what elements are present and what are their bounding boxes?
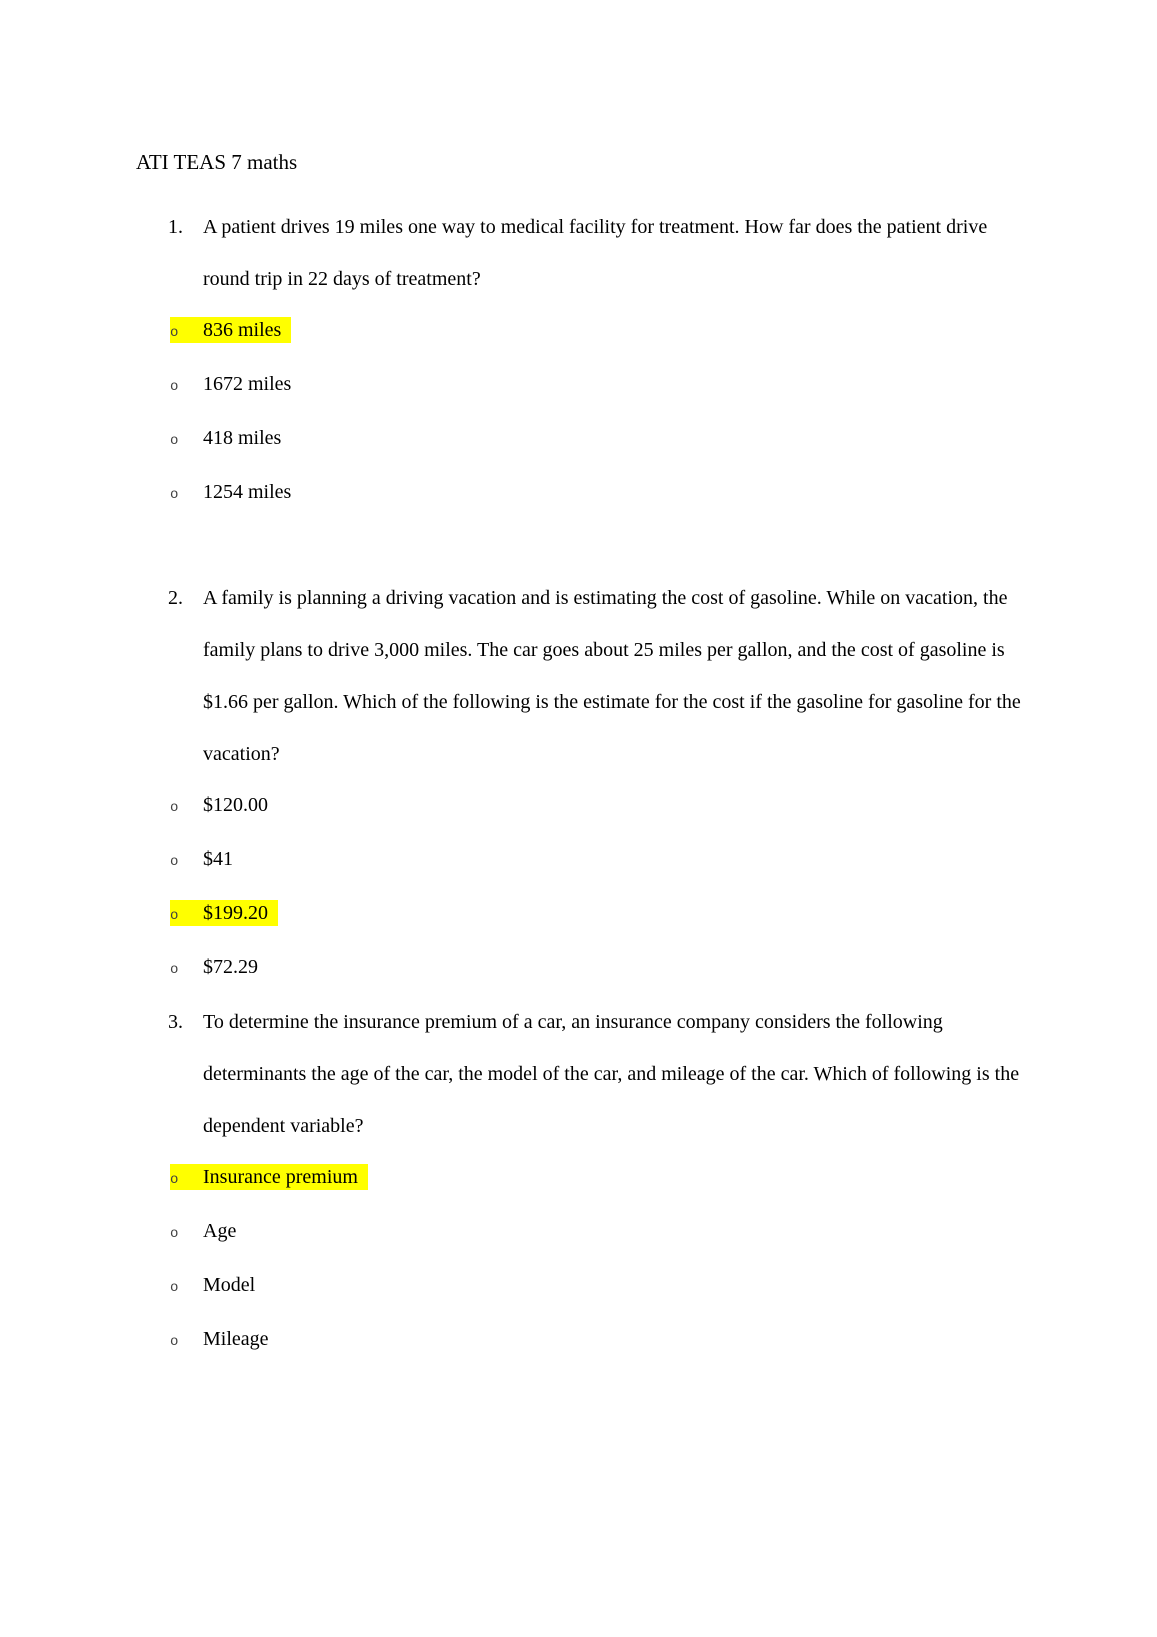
option-label: 836 miles [203,319,282,341]
option-label: 418 miles [203,427,282,449]
answer-option-content [170,1326,279,1352]
option-label: Insurance premium [203,1166,358,1188]
question-text: To determine the insurance premium of a car, an insurance company considers the following determinants the age of the car, the model of the car, and mileage of the car. Which of following is the dependent variable? [203,1011,1020,1137]
answer-option-content [170,792,278,818]
answer-option-content [170,1164,368,1190]
option-bullet-icon: o [170,908,179,924]
question-number: 3. [168,1011,183,1033]
question-3-options [136,1152,1039,1368]
answer-option [136,359,1039,413]
option-bullet-icon: o [170,433,179,449]
question-2 [136,572,1039,780]
option-bullet-icon: o [170,325,179,341]
option-bullet-icon: o [170,1172,179,1188]
option-bullet-icon: o [170,1226,179,1242]
document-title: ATI TEAS 7 maths [136,150,298,174]
option-label: 1672 miles [203,373,292,395]
answer-option-content [170,846,243,872]
answer-option [136,1206,1039,1260]
option-label: $72.29 [203,956,258,978]
option-label: $120.00 [203,794,268,816]
answer-option [136,1260,1039,1314]
answer-option [136,413,1039,467]
answer-option [136,1152,1039,1206]
answer-option-content [170,1218,246,1244]
answer-option-content [170,1272,265,1298]
answer-option-content [170,479,301,505]
answer-option [136,888,1039,942]
answer-option [136,305,1039,359]
question-3 [136,996,1039,1152]
question-2-options [136,780,1039,996]
answer-option-content [170,425,291,451]
option-bullet-icon: o [170,1334,179,1350]
option-bullet-icon: o [170,487,179,503]
question-1 [136,201,1039,305]
answer-option [136,467,1039,521]
answer-option-content [170,900,278,926]
answer-option [136,834,1039,888]
option-bullet-icon: o [170,379,179,395]
question-text: A family is planning a driving vacation and is estimating the cost of gasoline. While on vacation, the family plans to drive 3,000 miles. The car goes about 25 miles per gallon, and the cost of gasoline is $1.66 per gallon. Which of the following is the estimate for the cost if the gasoline for gasoline for the vacation? [203,587,1021,765]
question-1-options [136,305,1039,521]
question-number: 2. [168,587,183,609]
question-number: 1. [168,216,183,238]
option-label: Model [203,1274,256,1296]
option-label: Mileage [203,1328,269,1350]
option-bullet-icon: o [170,800,179,816]
option-bullet-icon: o [170,854,179,870]
answer-option-content [170,317,291,343]
option-label: $199.20 [203,902,268,924]
answer-option-content [170,371,301,397]
option-label: $41 [203,848,233,870]
option-label: Age [203,1220,237,1242]
answer-option-content [170,954,268,980]
question-text: A patient drives 19 miles one way to medical facility for treatment. How far does the patient drive round trip in 22 days of treatment? [203,216,988,290]
option-bullet-icon: o [170,1280,179,1296]
option-label: 1254 miles [203,481,292,503]
answer-option [136,1314,1039,1368]
answer-option [136,942,1039,996]
answer-option [136,780,1039,834]
option-bullet-icon: o [170,962,179,978]
